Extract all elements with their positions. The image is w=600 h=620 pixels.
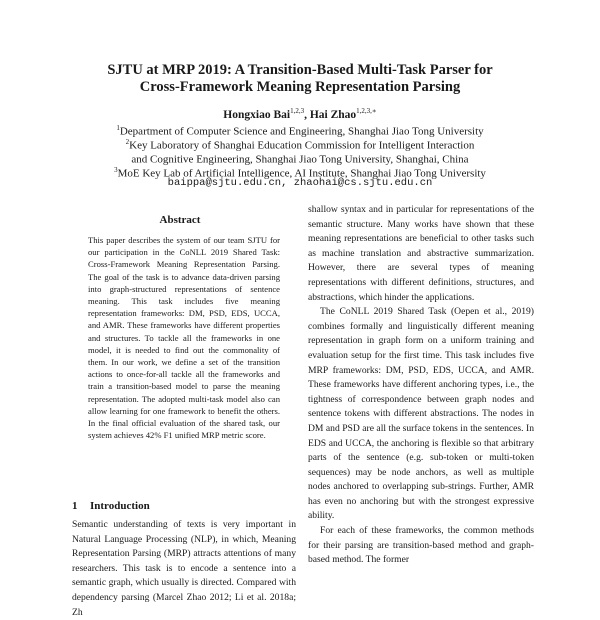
author-list xyxy=(60,107,540,121)
affiliation-mark: 1 xyxy=(116,124,120,132)
author-emails: baippa@sjtu.edu.cn, zhaohai@cs.sjtu.edu.cn xyxy=(167,177,433,189)
body-paragraph: For each of these frameworks, the common methods for their parsing are transition-based method and graph-based method. The former xyxy=(308,525,534,566)
body-paragraph: The CoNLL 2019 Shared Task (Oepen et al., 2019) combines formally and linguistically different meaning representation in graph form on a uniform training and evaluation setup for the first time. This task includes five MRP frameworks: DM, PSD, EDS, UCCA, and AMR. These frameworks have different anchoring types, i.e., the tightness of correspondence between graph nodes and sentence tokens with different abstractions. The nodes in DM and PSD are all the surface tokens in the sentences. In EDS and UCCA, the anchoring is flexible so that arbitrary parts of the sentence (e.g. sub-token or multi-token sequences) may be node anchors, as well as multiple nodes anchored to overlapping sub-strings. Further, AMR has even no anchoring but with the strongest expressive ability. xyxy=(308,306,534,522)
right-column-text xyxy=(308,203,534,568)
section-title: Introduction xyxy=(90,500,150,512)
author-affiliation-marks: 1,2,3 xyxy=(290,107,305,115)
introduction-paragraph: Semantic understanding of texts is very important in Natural Language Processing (NLP), in which, Meaning Representation Parsing (MRP) attracts attentions of many researchers. This task is to encode a sentence into a semantic graph, which usually is directed. Compared with dependency parsing (Marcel Zhao 2012; Li et al. 2018a; Zh xyxy=(72,519,296,618)
abstract-body: This paper describes the system of our team SJTU for our participation in the CoNLL 2019 Shared Task: Cross-Framework Meaning Representation Parsing. The goal of the task is to advance data-driven parsing into graph-structured representations of sentence meaning. This task includes five meaning representation frameworks: DM, PSD, EDS, UCCA, and AMR. These frameworks have different properties and structures. To tackle all the frameworks in one model, it is needed to find out the commonality of them. In our work, we define a set of the transition actions to once-for-all tackle all the frameworks and train a transition-based model to parse the meaning representation. The adopted multi-task model also can allow learning for one framework to benefit the others. In the final official evaluation of the shared task, our system achieves 42% F1 unified MRP metric score. xyxy=(88,235,280,441)
affiliation-text: and Cognitive Engineering, Shanghai Jiao Tong University, Shanghai, China xyxy=(131,153,469,166)
affiliation-text: Department of Computer Science and Engineering, Shanghai Jiao Tong University xyxy=(119,125,484,138)
author-separator: , xyxy=(304,108,310,121)
author-name: Hongxiao Bai xyxy=(223,108,291,121)
abstract-heading: Abstract xyxy=(159,214,201,226)
affiliation-mark: 2 xyxy=(125,138,130,146)
paper-title-line-1: SJTU at MRP 2019: A Transition-Based Multi-Task Parser for xyxy=(107,62,493,78)
affiliation-mark: 3 xyxy=(114,166,118,174)
affiliation-text: Key Laboratory of Shanghai Education Commission for Intelligent Interaction xyxy=(129,139,475,152)
section-number: 1 xyxy=(72,500,78,512)
author-name: Hai Zhao xyxy=(309,108,357,121)
affiliation-text: MoE Key Lab of Artificial Intelligence, AI Institute, Shanghai Jiao Tong University xyxy=(117,167,486,180)
author-affiliation-marks: 1,2,3,∗ xyxy=(356,107,377,115)
body-paragraph: shallow syntax and in particular for representations of the semantic structure. Many works have shown that these meaning representations are beneficial to other tasks such as machine translation and abstractive summarization. However, there are several types of meaning representations with different definitions, structures, and abstractions, which hinder the applications. xyxy=(308,204,534,303)
section-heading-introduction xyxy=(72,500,150,512)
paper-title-line-2: Cross-Framework Meaning Representation Parsing xyxy=(139,79,461,95)
